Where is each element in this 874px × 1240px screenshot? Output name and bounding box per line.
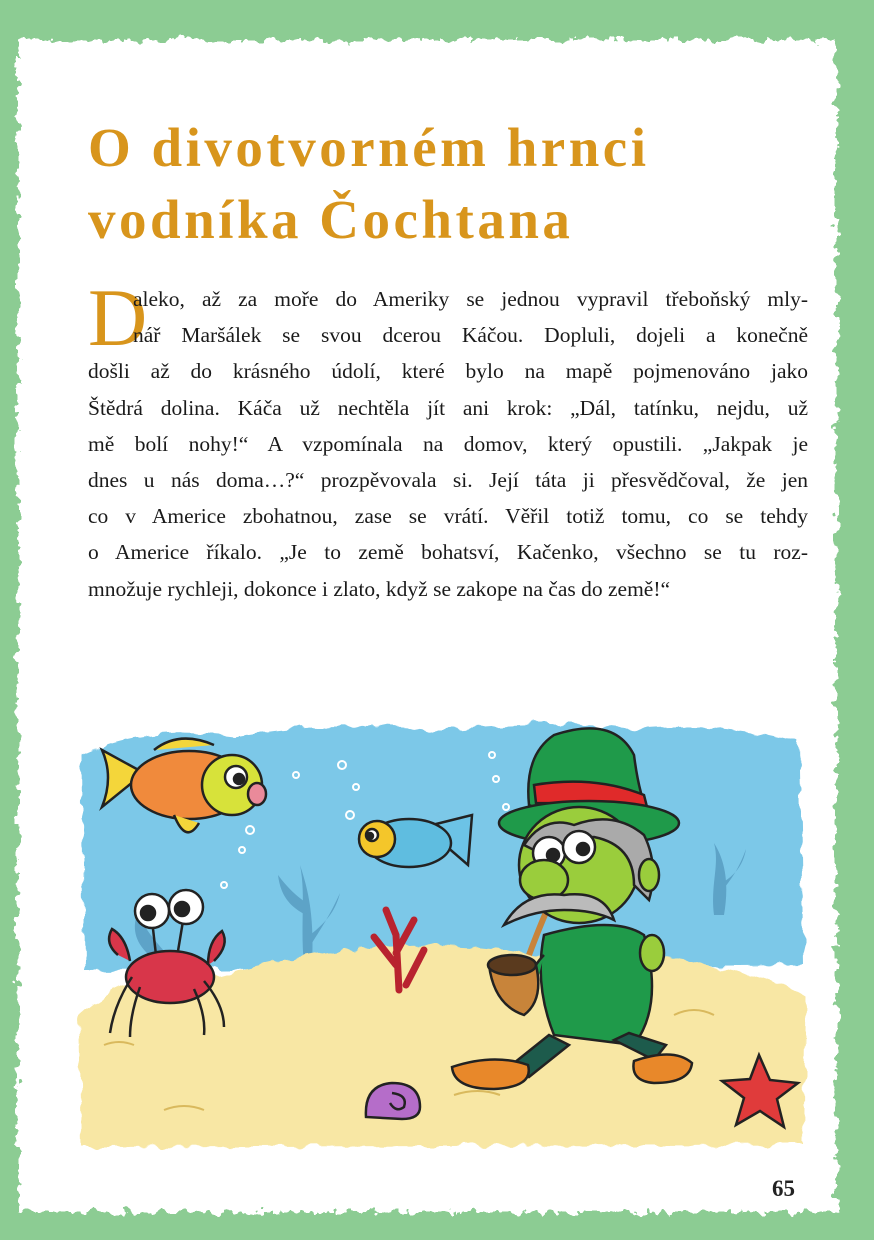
paragraph-line: aleko, až za moře do Ameriky se jednou vypravil třeboňský mly- xyxy=(133,287,808,311)
page-number: 65 xyxy=(772,1176,795,1201)
paragraph-line: co v Americe zbohatnou, zase se vrátí. Věřil totiž tomu, co se tehdy xyxy=(88,504,808,529)
paragraph-line: Štědrá dolina. Káča už nechtěla jít ani krok: „Dál, tatínku, nejdu, už xyxy=(88,395,808,420)
snail-shell-icon xyxy=(366,1083,420,1119)
story-paragraph xyxy=(88,272,808,607)
paragraph-line: nář Maršálek se svou dcerou Káčou. Dopluli, dojeli a konečně xyxy=(133,323,808,348)
paragraph-line: došli až do krásného údolí, které bylo na mapě pojmenováno jako xyxy=(88,359,808,384)
paragraph-line: mě bolí nohy!“ A vzpomínala na domov, který opustili. „Jakpak je xyxy=(88,431,808,456)
underwater-illustration xyxy=(74,715,809,1150)
title-line-2: vodníka Čochtana xyxy=(88,189,574,250)
drop-cap: D xyxy=(88,272,148,363)
paragraph-line: dnes u nás doma…?“ prozpěvovala si. Její táta ji přesvědčoval, že jen xyxy=(88,467,808,492)
title-line-1: O divotvorném hrnci xyxy=(88,117,650,178)
paragraph-line: o Americe říkalo. „Je to země bohatsví, Kačenko, všechno se tu roz- xyxy=(88,540,808,565)
story-title xyxy=(88,112,649,256)
paragraph-line: množuje rychleji, dokonce i zlato, když se zakope na čas do země!“ xyxy=(88,576,671,601)
